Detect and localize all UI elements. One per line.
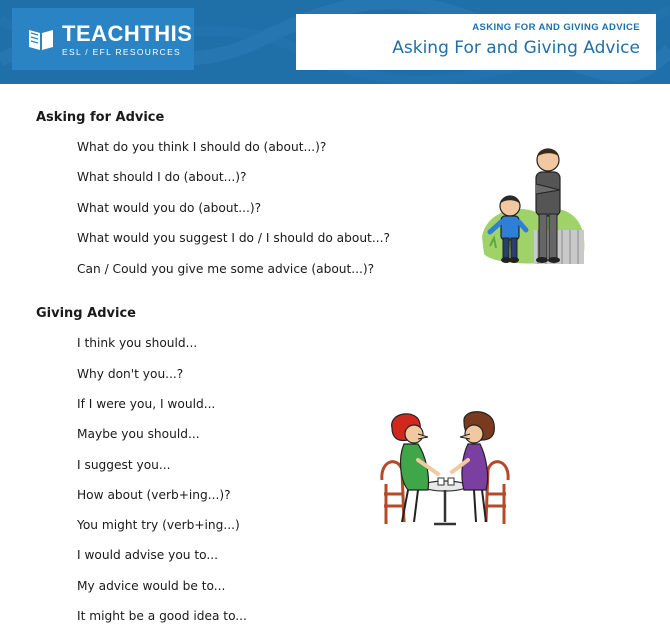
title-box xyxy=(296,14,656,70)
logo-name: TEACHTHIS xyxy=(62,20,193,46)
logo[interactable] xyxy=(12,8,194,70)
giving-heading: Giving Advice xyxy=(36,306,136,321)
giving-phrase: I suggest you... xyxy=(77,458,171,472)
giving-phrase: Why don't you...? xyxy=(77,367,184,381)
giving-phrase: How about (verb+ing...)? xyxy=(77,488,231,502)
title-kicker: ASKING FOR AND GIVING ADVICE xyxy=(472,22,640,33)
asking-heading: Asking for Advice xyxy=(36,110,165,125)
header-banner xyxy=(0,0,670,84)
giving-phrase: My advice would be to... xyxy=(77,579,226,593)
asking-phrase: What do you think I should do (about...)? xyxy=(77,140,327,154)
asking-phrase: Can / Could you give me some advice (about...)? xyxy=(77,262,375,276)
two-women-at-cafe-illustration xyxy=(378,410,512,528)
asking-phrase: What would you do (about...)? xyxy=(77,201,262,215)
book-icon xyxy=(26,24,56,54)
asking-phrase: What would you suggest I do / I should do about...? xyxy=(77,231,390,245)
giving-phrase: I would advise you to... xyxy=(77,548,219,562)
asking-phrase: What should I do (about...)? xyxy=(77,170,247,184)
giving-phrase: You might try (verb+ing...) xyxy=(77,518,240,532)
logo-subtitle: ESL / EFL RESOURCES xyxy=(62,46,182,57)
giving-phrase: I think you should... xyxy=(77,336,198,350)
giving-phrase: If I were you, I would... xyxy=(77,397,216,411)
father-and-son-illustration xyxy=(476,142,592,268)
giving-phrase: Maybe you should... xyxy=(77,427,200,441)
page-title: Asking For and Giving Advice xyxy=(392,38,640,58)
giving-phrase: It might be a good idea to... xyxy=(77,609,247,623)
